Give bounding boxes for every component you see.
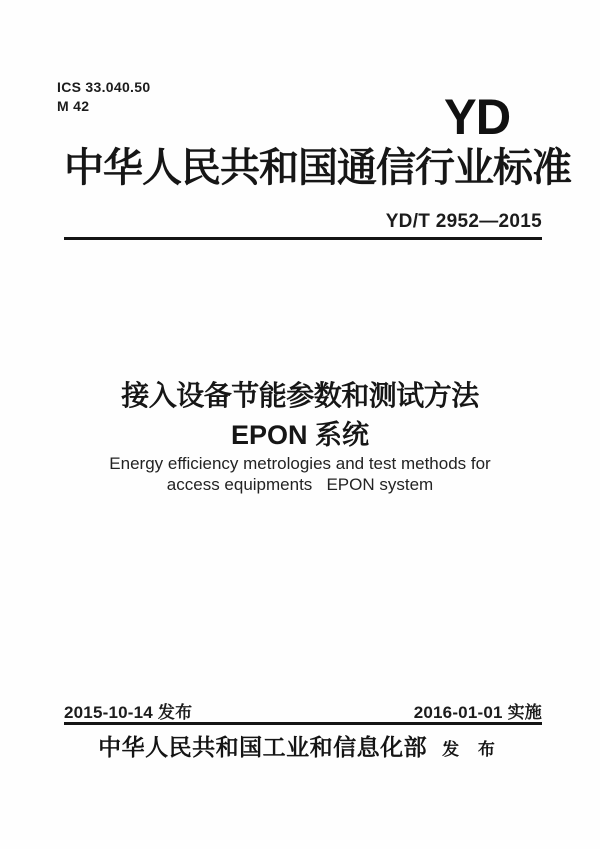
- doc-title-en-line2: access equipments EPON system: [166, 475, 434, 494]
- issuer-row: [0, 729, 600, 762]
- header-rule: [64, 237, 542, 240]
- issue-date: 2015-10-14 发布: [64, 703, 193, 722]
- ics-block: [57, 78, 150, 116]
- doc-title-zh: 接入设备节能参数和测试方法: [121, 380, 479, 411]
- footer-rule: [64, 722, 542, 725]
- doc-subtitle-zh: EPON 系统: [230, 420, 370, 450]
- implementation-date: 2016-01-01 实施: [413, 703, 542, 722]
- dates-row: [64, 698, 542, 723]
- yd-logo: YD: [444, 89, 511, 145]
- classification-code: M 42: [57, 98, 90, 114]
- doc-title-en-line1: Energy efficiency metrologies and test methods for: [109, 454, 491, 473]
- standard-category-title: 中华人民共和国通信行业标准: [64, 146, 571, 190]
- issuing-authority: 中华人民共和国工业和信息化部: [98, 734, 428, 760]
- standard-number: YD/T 2952—2015: [385, 211, 542, 232]
- ics-code: ICS 33.040.50: [57, 79, 151, 95]
- issue-action-label: 发 布: [442, 740, 502, 759]
